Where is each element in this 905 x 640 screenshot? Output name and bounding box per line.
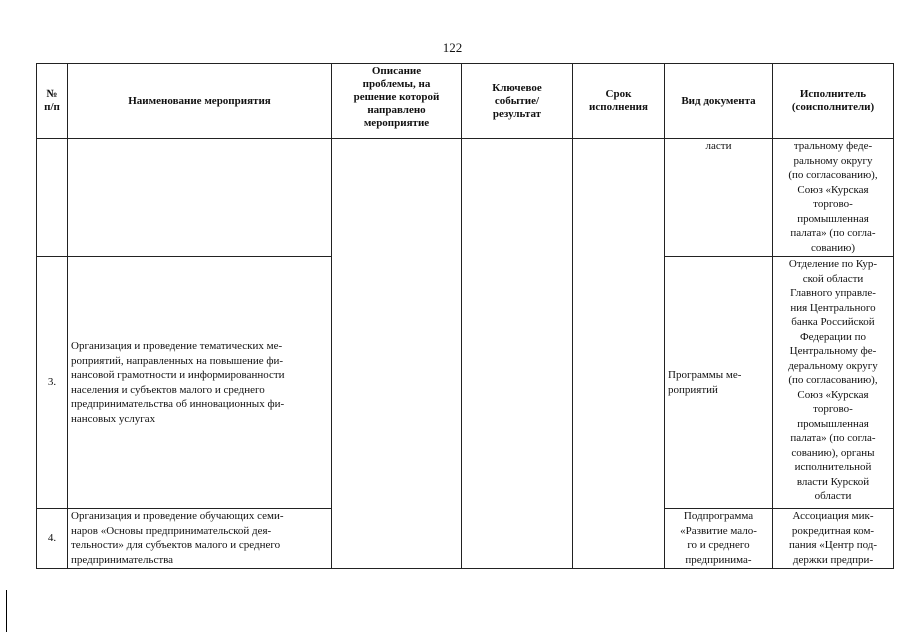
problem-cell [332,139,462,569]
col-header-number: № п/п [37,64,68,139]
event-cell [462,139,573,569]
executor-cell: Ассоциация мик- рокредитная ком- пания «Центр под- держки предпри- [773,509,894,569]
col-header-executor: Исполнитель (соисполнители) [773,64,894,139]
col-header-problem: Описание проблемы, на решение которой направлено мероприятие [332,64,462,139]
doc-type-cell: Программы ме- роприятий [665,257,773,509]
table-row [37,139,894,257]
measure-name-cell: Организация и проведение тематических ме- роприятий, направленных на повышение фи- нансовой грамотности и информированности населения и субъектов малого и среднего предпринимательства об инновационных фи- нансовых услугах [68,257,332,509]
deadline-cell [573,139,665,569]
measure-name-cell [68,139,332,257]
row-number-cell: 3. [37,257,68,509]
page-number: 122 [442,40,463,55]
row-number-cell: 4. [37,509,68,569]
row-number-cell [37,139,68,257]
col-header-event: Ключевое событие/ результат [462,64,573,139]
measure-name-cell: Организация и проведение обучающих семи- наров «Основы предпринимательской дея- тельности» для субъектов малого и среднего предпринимательства [68,509,332,569]
margin-rule [6,590,7,632]
executor-cell: Отделение по Кур- ской области Главного управле- ния Центрального банка Российской Федерации по Центральному фе- деральному округу (по согласованию), Союз «Курская торгово- промышленная палата» (по согла- сованию), органы исполнительной власти Курской области [773,257,894,509]
col-header-deadline: Срок исполнения [573,64,665,139]
col-header-doc-type: Вид документа [665,64,773,139]
doc-type-cell: Подпрограмма «Развитие мало- го и среднего предпринима- [665,509,773,569]
measures-table [36,63,894,569]
col-header-name: Наименование мероприятия [68,64,332,139]
executor-cell: тральному феде- ральному округу (по согласованию), Союз «Курская торгово- промышленная палата» (по согла- сованию) [773,139,894,257]
doc-type-cell: ласти [665,139,773,257]
table-header-row [37,64,894,139]
